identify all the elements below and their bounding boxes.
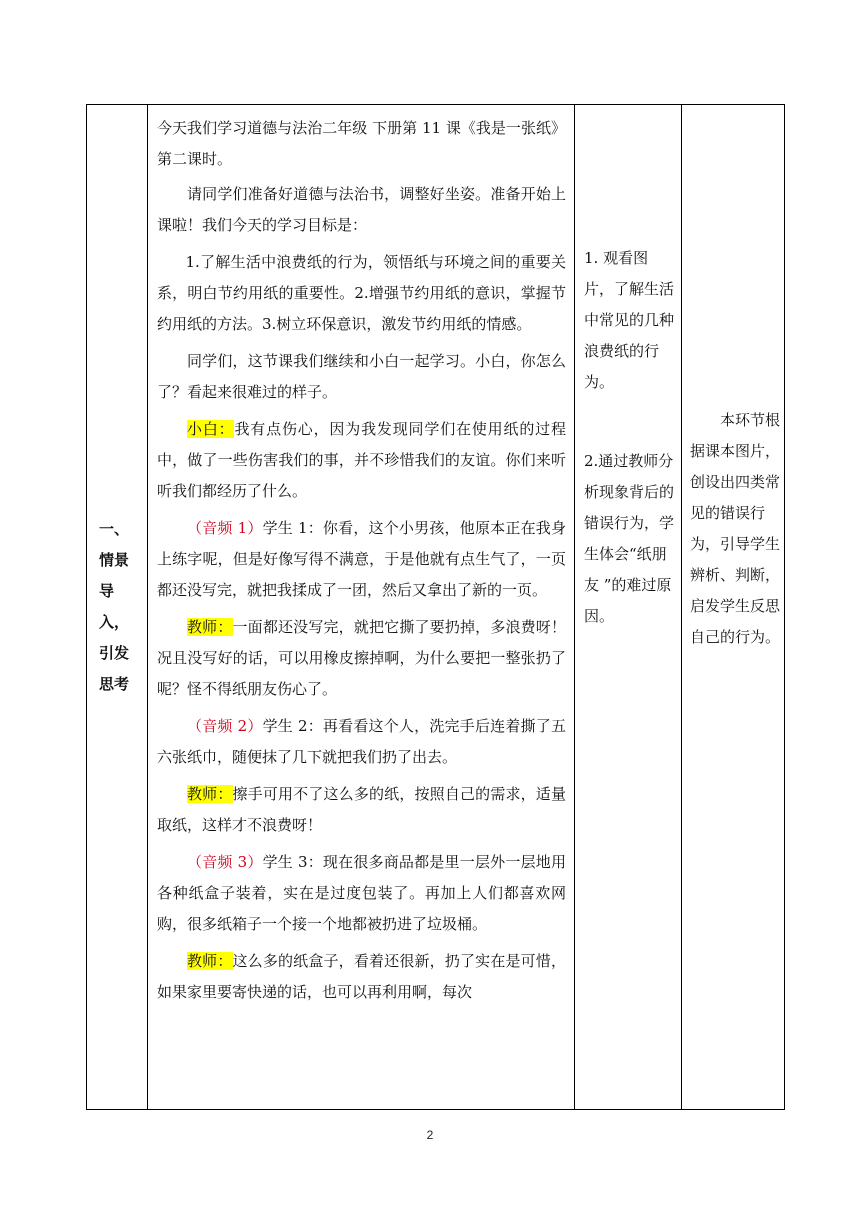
design-intent-cell xyxy=(682,105,785,1110)
teacher-2-text: 擦手可用不了这么多的纸，按照自己的需求，适量取纸，这样才不浪费呀！ xyxy=(157,785,566,834)
activity-item-2: 2.通过教师分析现象背后的错误行为，学生体会“纸朋友 ”的难过原因。 xyxy=(584,452,675,625)
audio-1-text: 学生 1：你看，这个小男孩，他原本正在我身上练字呢，但是好像写得不满意，于是他就有点生气了，一页都还没写完，就把我揉成了一团，然后又拿出了新的一页。 xyxy=(157,519,566,599)
lesson-plan-table xyxy=(86,104,785,1110)
table-row xyxy=(87,105,785,1110)
stage-cell xyxy=(87,105,148,1110)
audio-3-text: 学生 3：现在很多商品都是里一层外一层地用各种纸盒子装着，实在是过度包装了。再加上人们都喜欢网购，很多纸箱子一个接一个地都被扔进了垃圾桶。 xyxy=(157,853,566,933)
teacher-3-label: 教师： xyxy=(187,952,233,970)
page-number: 2 xyxy=(426,1128,434,1142)
teacher-3-paragraph xyxy=(157,946,566,1008)
prepare-paragraph: 请同学们准备好道德与法治书，调整好坐姿。准备开始上课啦！我们今天的学习目标是： xyxy=(157,185,566,234)
continue-paragraph: 同学们，这节课我们继续和小白一起学习。小白，你怎么了？看起来很难过的样子。 xyxy=(157,352,566,401)
audio-1-label: （音频 1） xyxy=(187,519,263,537)
teaching-process-cell xyxy=(148,105,575,1110)
learning-goals-paragraph: 1.了解生活中浪费纸的行为，领悟纸与环境之间的重要关系，明白节约用纸的重要性。2.增强节约用纸的意识，掌握节约用纸的方法。3.树立环保意识，激发节约用纸的情感。 xyxy=(157,253,566,333)
audio-3-paragraph xyxy=(157,847,566,940)
audio-2-paragraph xyxy=(157,711,566,773)
audio-2-text: 学生 2：再看看这个人，洗完手后连着撕了五六张纸巾，随便抹了几下就把我们扔了出去。 xyxy=(157,717,566,766)
teacher-1-paragraph xyxy=(157,612,566,705)
intro-paragraph: 今天我们学习道德与法治二年级 下册第 11 课《我是一张纸》第二课时。 xyxy=(157,119,566,168)
teacher-3-text: 这么多的纸盒子，看着还很新，扔了实在是可惜，如果家里要寄快递的话，也可以再利用啊，每次 xyxy=(157,952,566,1001)
xiaobai-paragraph xyxy=(157,414,566,507)
student-activity-cell xyxy=(575,105,682,1110)
xiaobai-speech: 我有点伤心，因为我发现同学们在使用纸的过程中，做了一些伤害我们的事，并不珍惜我们的友谊。你们来听听我们都经历了什么。 xyxy=(157,420,566,500)
teacher-1-text: 一面都还没写完，就把它撕了要扔掉，多浪费呀！况且没写好的话，可以用橡皮擦掉啊，为什么要把一整张扔了呢？怪不得纸朋友伤心了。 xyxy=(157,618,566,698)
audio-1-paragraph xyxy=(157,513,566,606)
teacher-2-paragraph xyxy=(157,779,566,841)
teacher-1-label: 教师： xyxy=(187,618,233,636)
design-intent-text: 本环节根据课本图片，创设出四类常见的错误行为，引导学生辨析、判断，启发学生反思自己的行为。 xyxy=(690,411,781,646)
audio-3-label: （音频 3） xyxy=(187,853,263,871)
stage-title: 一、情景导入，引发思考 xyxy=(99,520,130,693)
teacher-2-label: 教师： xyxy=(187,785,233,803)
audio-2-label: （音频 2） xyxy=(187,717,263,735)
xiaobai-speaker-label: 小白： xyxy=(187,420,235,438)
activity-item-1: 1. 观看图片，了解生活中常见的几种浪费纸的行为。 xyxy=(584,249,675,391)
